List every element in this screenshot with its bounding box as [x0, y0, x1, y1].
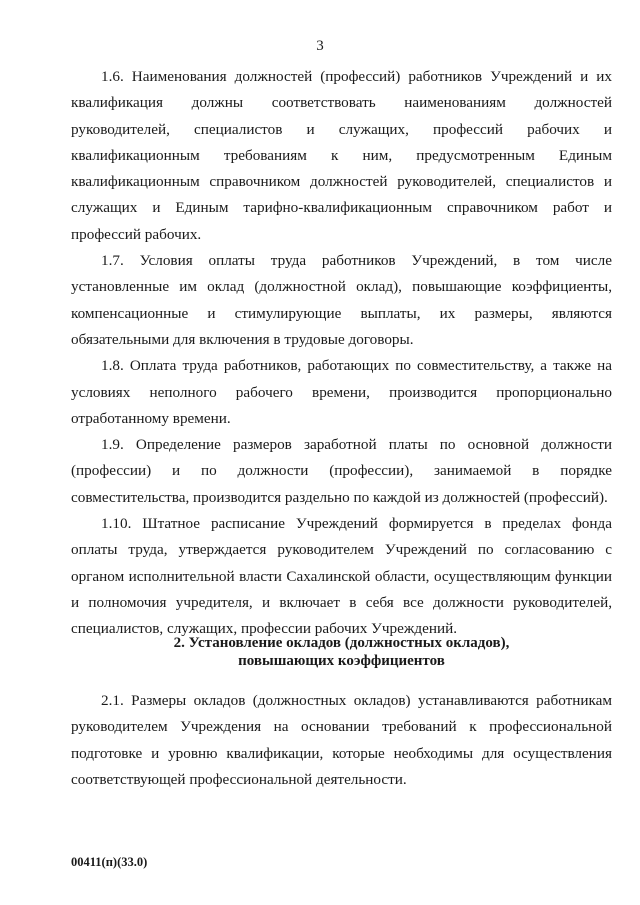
section-body [71, 688, 612, 793]
section-heading [71, 634, 612, 670]
intro-clauses [71, 64, 612, 643]
section-heading-line2: повышающих коэффициентов [238, 653, 445, 669]
clause-1-7: 1.7. Условия оплаты труда работников Учреждений, в том числе установленные им оклад (должностной оклад), повышающие коэффициенты, компенсационные и стимулирующие выплаты, их размеры, являются обязательными для включения в трудовые договоры. [71, 252, 612, 348]
document-code: 00411(п)(33.0) [71, 855, 148, 869]
clause-1-10: 1.10. Штатное расписание Учреждений формируется в пределах фонда оплаты труда, утверждается руководителем Учреждений по согласованию с органом исполнительной власти Сахалинской области, осуществляющим функции и полномочия учредителя, и включает в себя все должности руководителей, специалистов, служащих, профессии рабочих Учреждений. [71, 515, 612, 638]
clause-1-9: 1.9. Определение размеров заработной платы по основной должности (профессии) и по должности (профессии), занимаемой в порядке совместительства, производится раздельно по каждой из должностей (профессий). [71, 436, 612, 506]
clause-1-6: 1.6. Наименования должностей (профессий) работников Учреждений и их квалификация должны соответствовать наименованиям должностей руководителей, специалистов и служащих, профессий рабочих и квалификационным требованиям к ним, предусмотренным Единым квалификационным справочником должностей руководителей, специалистов и служащих и Единым тарифно-квалификационным справочником работ и профессий рабочих. [71, 68, 612, 243]
section-heading-line1: 2. Установление окладов (должностных окладов), [173, 635, 510, 651]
clause-1-8: 1.8. Оплата труда работников, работающих по совместительству, а также на условиях неполного рабочего времени, производится пропорционально отработанному времени. [71, 357, 612, 427]
page-number: 3 [316, 38, 324, 54]
clause-2-1: 2.1. Размеры окладов (должностных окладов) устанавливаются работникам руководителем Учреждения на основании требований к профессиональной подготовке и уровню квалификации, которые необходимы для осуществления соответствующей профессиональной деятельности. [71, 692, 612, 788]
